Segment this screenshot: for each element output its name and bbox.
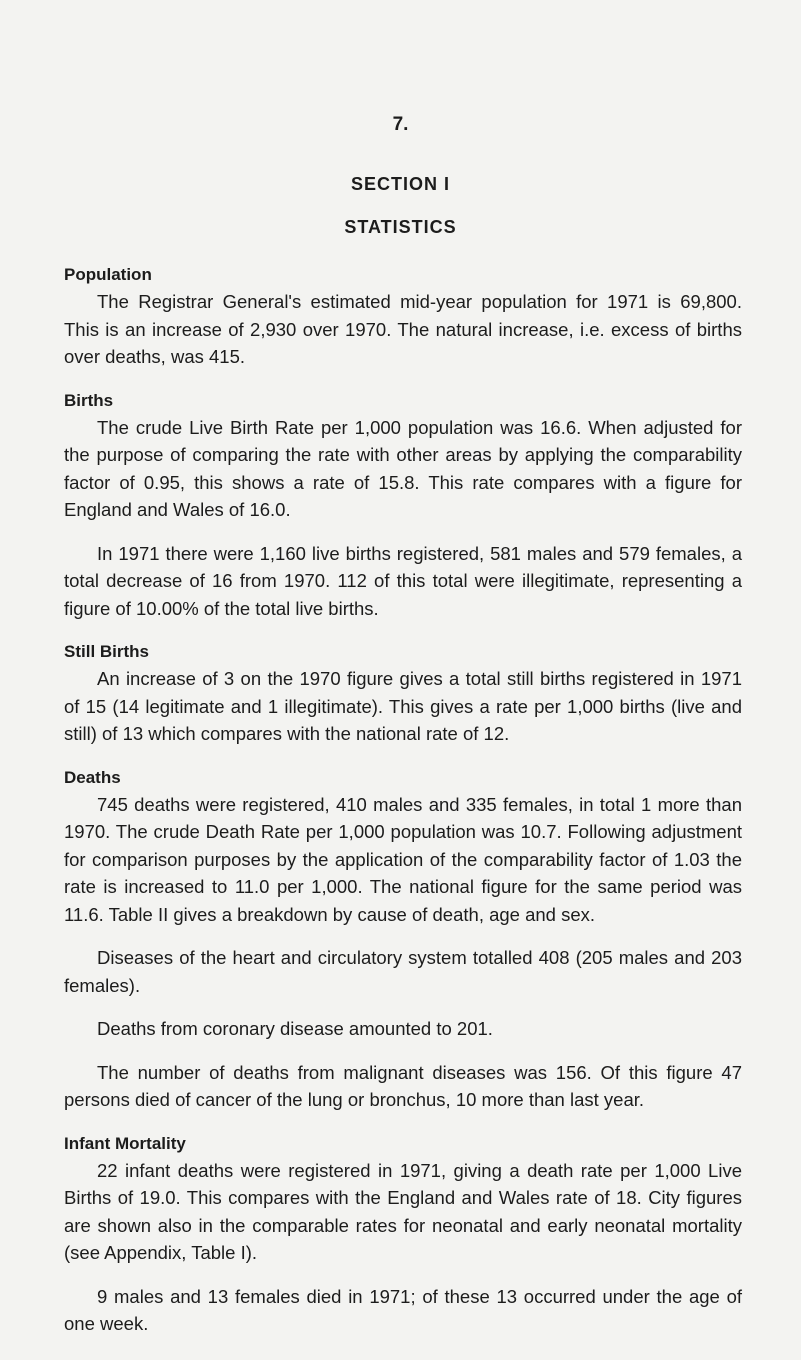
section-title: SECTION I xyxy=(350,174,450,194)
section-still-births xyxy=(64,639,742,748)
paragraph: Deaths from coronary disease amounted to 201. xyxy=(97,1018,493,1039)
paragraph: An increase of 3 on the 1970 figure gives a total still births registered in 1971 of 15 (14 legitimate and 1 illegitimate). This gives a rate per 1,000 births (live and still) of 13 which compares with the national rate of 12. xyxy=(64,668,742,744)
document-body xyxy=(64,262,742,1355)
paragraph: The crude Live Birth Rate per 1,000 population was 16.6. When adjusted for the purpose of comparing the rate with other areas by applying the comparability factor of 0.95, this shows a rate of 15.8. This rate compares with a figure for England and Wales of 16.0. xyxy=(64,416,742,520)
section-births xyxy=(64,388,742,623)
paragraph: The Registrar General's estimated mid-year population for 1971 is 69,800. This is an increase of 2,930 over 1970. The natural increase, i.e. excess of births over deaths, was 415. xyxy=(64,291,742,367)
heading-population: Population xyxy=(64,265,152,284)
paragraph: Diseases of the heart and circulatory system totalled 408 (205 males and 203 females). xyxy=(64,947,742,996)
heading-infant-mortality: Infant Mortality xyxy=(64,1133,186,1153)
section-deaths xyxy=(64,765,742,1114)
heading-still-births: Still Births xyxy=(64,642,150,661)
paragraph: In 1971 there were 1,160 live births registered, 581 males and 579 females, a total decrease of 16 from 1970. 112 of this total were illegitimate, representing a figure of 10.00% of the total live births. xyxy=(64,542,742,619)
paragraph: 9 males and 13 females died in 1971; of these 13 occurred under the age of one week. xyxy=(64,1285,742,1334)
paragraph: The number of deaths from malignant diseases was 156. Of this figure 47 persons died of cancer of the lung or bronchus, 10 more than last year. xyxy=(64,1061,742,1110)
paragraph: 745 deaths were registered, 410 males and 335 females, in total 1 more than 1970. The crude Death Rate per 1,000 population was 10.7. Following adjustment for comparison purposes by the application of the comparability factor of 1.03 the rate is increased to 11.0 per 1,000. The national figure for the same period was 11.6. Table II gives a breakdown by cause of death, age and sex. xyxy=(64,793,742,925)
heading-deaths: Deaths xyxy=(64,767,121,787)
page-number: 7. xyxy=(392,114,409,135)
heading-births: Births xyxy=(64,390,114,410)
section-population xyxy=(64,262,742,371)
section-infant-mortality xyxy=(64,1131,742,1338)
section-subtitle: STATISTICS xyxy=(344,217,457,237)
paragraph: 22 infant deaths were registered in 1971, giving a death rate per 1,000 Live Births of 19.0. This compares with the England and Wales rate of 18. City figures are shown also in the comparable rates for neonatal and early neonatal mortality (see Appendix, Table I). xyxy=(64,1159,742,1263)
